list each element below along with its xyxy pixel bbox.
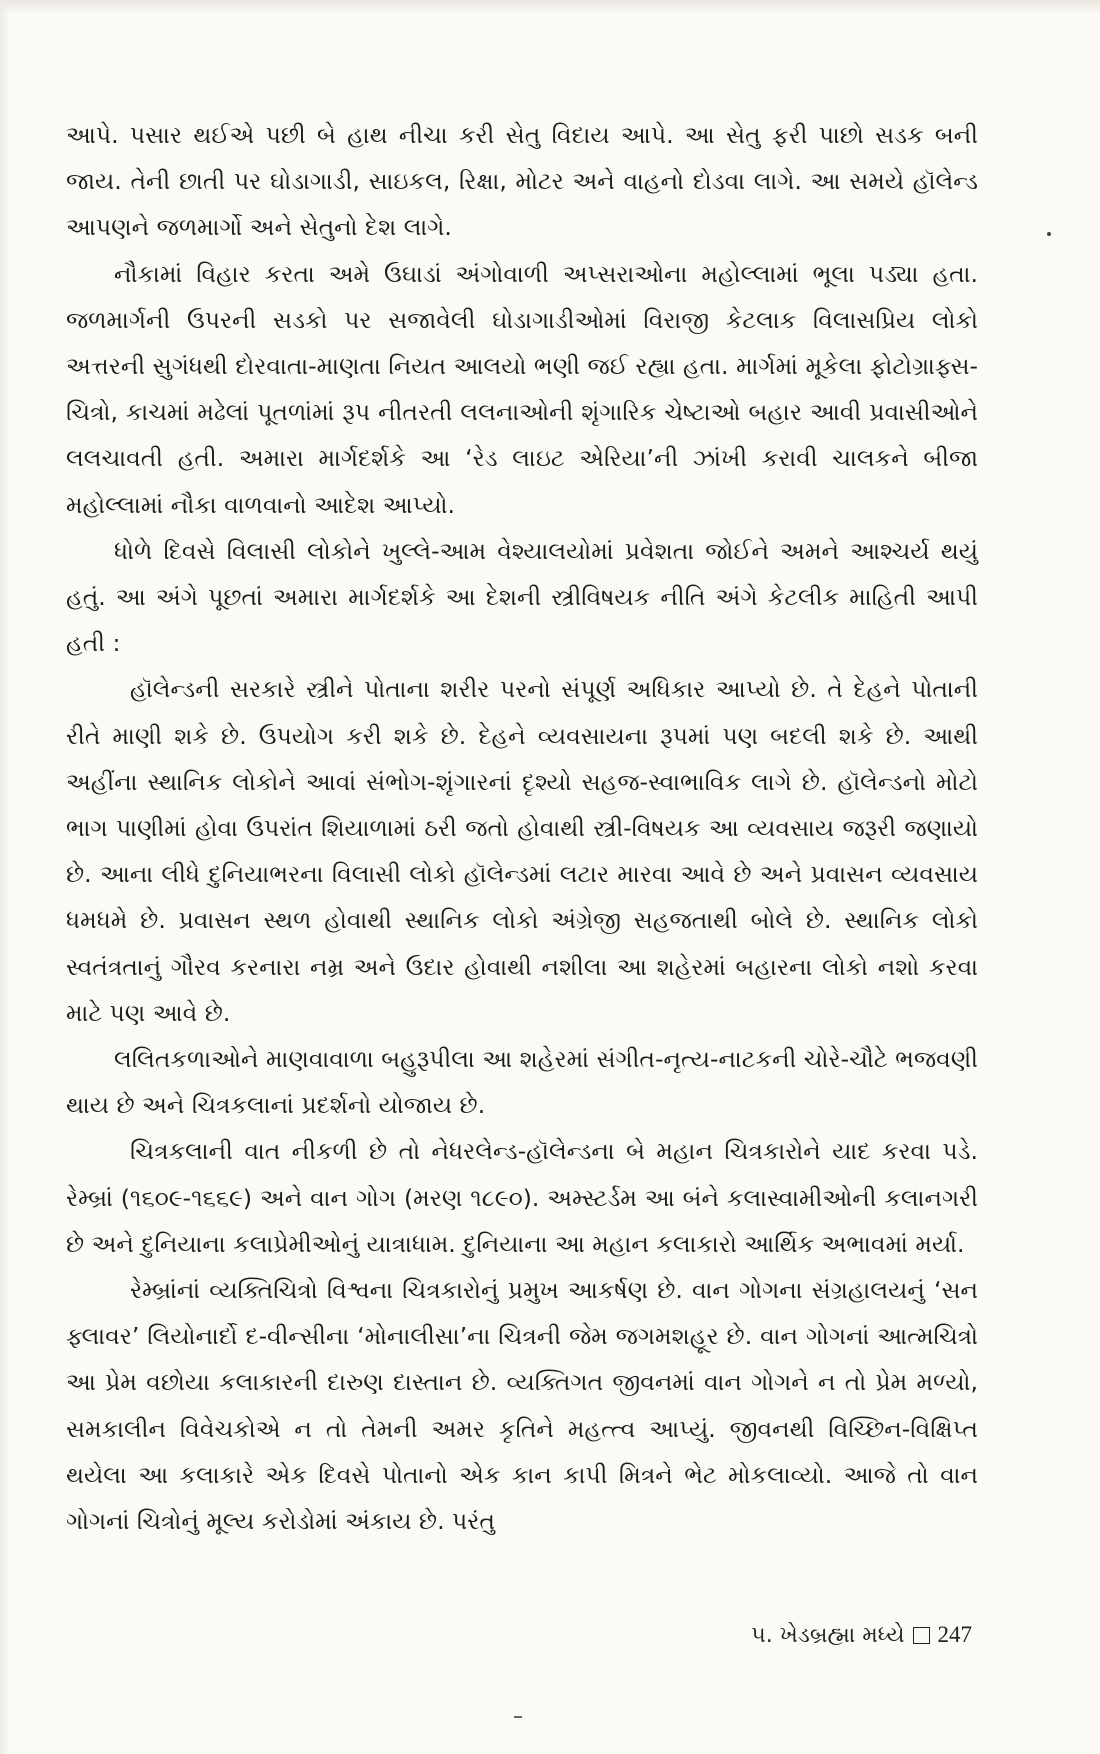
page-top-shadow: [0, 0, 1100, 14]
paragraph-1: આપે. પસાર થઈએ પછી બે હાથ નીચા કરી સેતુ વિદાય આપે. આ સેતુ ફરી પાછો સડક બની જાય. તેની છાતી પર ઘોડાગાડી, સાઇકલ, રિક્ષા, મોટર અને વાહનો દોડવા લાગે. આ સમયે હૉલેન્ડ આપણને જળમાર્ગો અને સેતુનો દેશ લાગે.: [66, 121, 978, 242]
bottom-dash-mark: [514, 1716, 522, 1718]
paragraph-5: લલિતકળાઓને માણવાવાળા બહુરૂપીલા આ શહેરમાં સંગીત-નૃત્ય-નાટકની ચોરે-ચૌટે ભજવણી થાય છે અને ચિત્રકલાનાં પ્રદર્શનો યોજાય છે.: [66, 1045, 978, 1120]
margin-speck: [1047, 232, 1051, 236]
page-number: 247: [937, 1622, 972, 1647]
body-text: [66, 112, 978, 1544]
paragraph-7: રેમ્બ્રાંનાં વ્યક્તિચિત્રો વિશ્વના ચિત્રકારોનું પ્રમુખ આકર્ષણ છે. વાન ગોગના સંગ્રહાલયનું ‘સન ફ્લાવર’ લિયોનાર્દો દ-વીન્સીના ‘મોનાલીસા’ના ચિત્રની જેમ જગમશહૂર છે. વાન ગોગનાં આત્મચિત્રો આ પ્રેમ વછોયા કલાકારની દારુણ દાસ્તાન છે. વ્યક્તિગત જીવનમાં વાન ગોગને ન તો પ્રેમ મળ્યો, સમકાલીન વિવેચકોએ ન તો તેમની અમર કૃતિને મહત્ત્વ આપ્યું. જીવનથી વિચ્છિન-વિક્ષિપ્ત થયેલા આ કલાકારે એક દિવસે પોતાનો એક કાન કાપી મિત્રને ભેટ મોકલાવ્યો. આજે તો વાન ગોગનાં ચિત્રોનું મૂલ્ય કરોડોમાં અંકાય છે. પરંતુ: [66, 1276, 978, 1536]
page-left-shadow: [0, 0, 10, 1754]
paragraph-4: હૉલેન્ડની સરકારે સ્ત્રીને પોતાના શરીર પરનો સંપૂર્ણ અધિકાર આપ્યો છે. તે દેહને પોતાની રીતે માણી શકે છે. ઉપયોગ કરી શકે છે. દેહને વ્યવસાયના રૂપમાં પણ બદલી શકે છે. આથી અહીંના સ્થાનિક લોકોને આવાં સંભોગ-શૃંગારનાં દૃશ્યો સહજ-સ્વાભાવિક લાગે છે. હૉલેન્ડનો મોટો ભાગ પાણીમાં હોવા ઉપરાંત શિયાળામાં ઠરી જતો હોવાથી સ્ત્રી-વિષયક આ વ્યવસાય જરૂરી જણાયો છે. આના લીધે દુનિયાભરના વિલાસી લોકો હૉલેન્ડમાં લટાર મારવા આવે છે અને પ્રવાસન વ્યવસાય ધમધમે છે. પ્રવાસન સ્થળ હોવાથી સ્થાનિક લોકો અંગ્રેજી સહજતાથી બોલે છે. સ્થાનિક લોકો સ્વતંત્રતાનું ગૌરવ કરનારા નમ્ર અને ઉદાર હોવાથી નશીલા આ શહેરમાં બહારના લોકો નશો કરવા માટે પણ આવે છે.: [66, 675, 978, 1027]
paragraph-3: ધોળે દિવસે વિલાસી લોકોને ખુલ્લે-આમ વેશ્યાલયોમાં પ્રવેશતા જોઈને અમને આશ્ચર્ય થયું હતું. આ અંગે પૂછતાં અમારા માર્ગદર્શકે આ દેશની સ્ત્રીવિષયક નીતિ અંગે કેટલીક માહિતી આપી હતી :: [66, 536, 978, 658]
chapter-title: ૫. ખેડબ્રહ્મા મધ્યે: [751, 1622, 905, 1648]
square-box-icon: [913, 1627, 930, 1644]
paragraph-6: ચિત્રકલાની વાત નીકળી છે તો નેધરલેન્ડ-હૉલેન્ડના બે મહાન ચિત્રકારોને યાદ કરવા પડે. રેમ્બ્રાં (૧૬૦૯-૧૬૬૯) અને વાન ગોગ (મરણ ૧૮૯૦). અમ્સ્ટર્ડમ આ બંને કલાસ્વામીઓની કલાનગરી છે અને દુનિયાના કલાપ્રેમીઓનું યાત્રાધામ. દુનિયાના આ મહાન કલાકારો આર્થિક અભાવમાં મર્યા.: [66, 1137, 978, 1258]
page-footer: [751, 1622, 972, 1648]
paragraph-2: નૌકામાં વિહાર કરતા અમે ઉઘાડાં અંગોવાળી અપ્સરાઓના મહોલ્લામાં ભૂલા પડ્યા હતા. જળમાર્ગની ઉપરની સડકો પર સજાવેલી ઘોડાગાડીઓમાં વિરાજી કેટલાક વિલાસપ્રિય લોકો અત્તરની સુગંધથી દોરવાતા-માણતા નિયત આલયો ભણી જઈ રહ્યા હતા. માર્ગમાં મૂકેલા ફોટોગ્રાફ્સ-ચિત્રો, કાચમાં મઢેલાં પૂતળાંમાં રૂપ નીતરતી લલનાઓની શૃંગારિક ચેષ્ટાઓ બહાર આવી પ્રવાસીઓને લલચાવતી હતી. અમારા માર્ગદર્શકે આ ‘રેડ લાઇટ એરિયા’ની ઝાંખી કરાવી ચાલકને બીજા મહોલ્લામાં નૌકા વાળવાનો આદેશ આપ્યો.: [66, 259, 978, 519]
